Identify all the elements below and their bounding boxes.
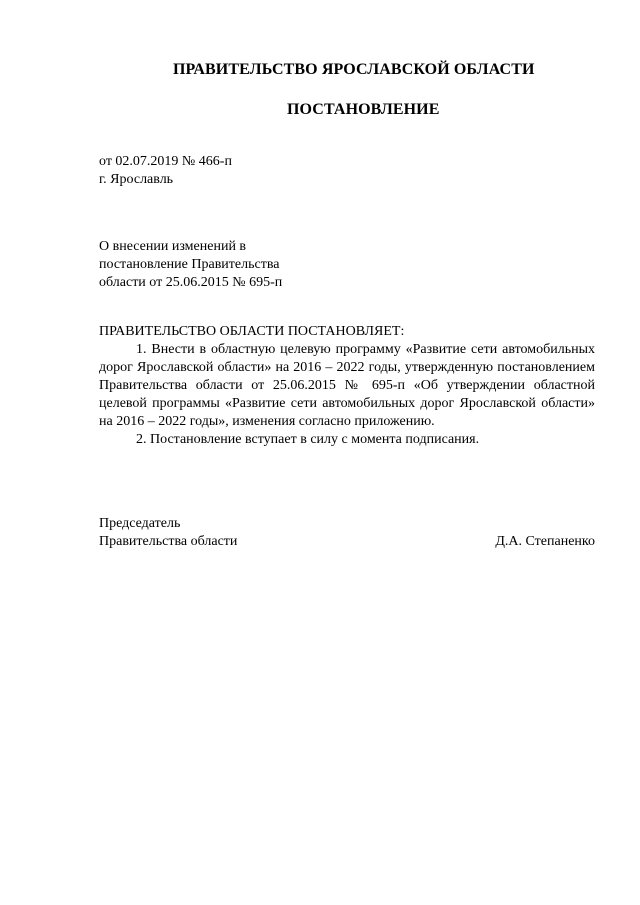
signature-row <box>99 533 595 551</box>
signer-name: Д.А. Степаненко <box>495 534 595 549</box>
document-type-title: ПОСТАНОВЛЕНИЕ <box>287 101 440 118</box>
signer-position-line-2: Правительства области <box>99 534 238 549</box>
paragraph-2: 2. Постановление вступает в силу с момента подписания. <box>136 432 480 447</box>
signature-block <box>99 515 595 551</box>
paragraph-1: 1. Внести в областную целевую программу «Развитие сети автомобильных дорог Ярославской области» на 2016 – 2022 годы, утвержденную постановлением Правительства области от 25.06.2015 № 695-п «Об утверждении областной целевой программы «Развитие сети автомобильных дорог Ярославской области» на 2016 – 2022 годы», изменения согласно приложению. <box>99 342 595 429</box>
document-date-number: от 02.07.2019 № 466-п <box>99 154 232 169</box>
subject-line-1: О внесении изменений в <box>99 239 247 254</box>
subject-line-3: области от 25.06.2015 № 695-п <box>99 275 283 290</box>
signer-position-line-1: Председатель <box>99 516 181 531</box>
subject-line-2: постановление Правительства <box>99 257 280 272</box>
document-body <box>99 323 595 449</box>
government-title: ПРАВИТЕЛЬСТВО ЯРОСЛАВСКОЙ ОБЛАСТИ <box>173 61 535 78</box>
decree-heading: ПРАВИТЕЛЬСТВО ОБЛАСТИ ПОСТАНОВЛЯЕТ: <box>99 324 405 339</box>
document-city: г. Ярославль <box>99 172 174 187</box>
